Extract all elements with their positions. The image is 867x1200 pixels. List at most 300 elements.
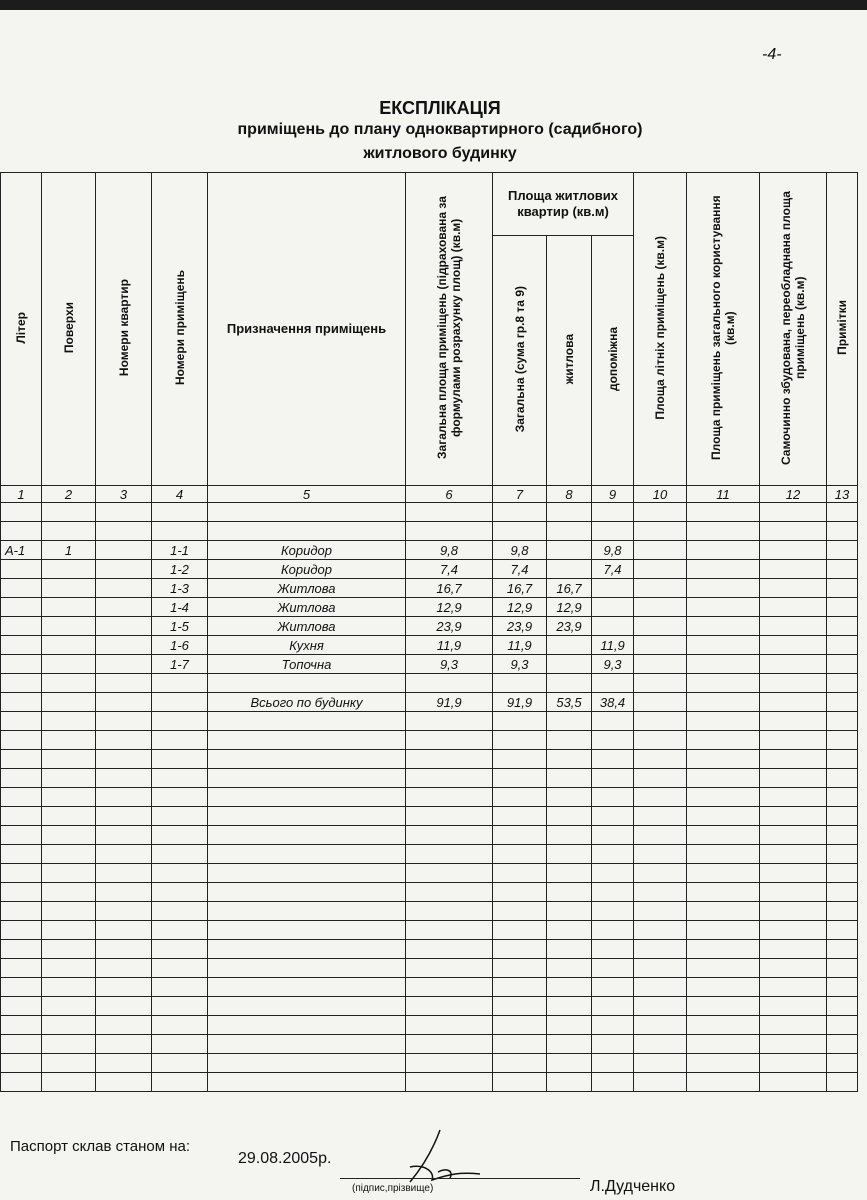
empty-cell xyxy=(592,522,634,541)
empty-cell xyxy=(1,959,42,978)
footer-date: 29.08.2005р. xyxy=(238,1150,332,1167)
empty-cell xyxy=(547,864,592,883)
empty-cell xyxy=(208,674,406,693)
empty-cell xyxy=(547,769,592,788)
empty-cell xyxy=(1,731,42,750)
header-summer-area: Площа літніх приміщень (кв.м) xyxy=(634,173,687,486)
empty-cell xyxy=(96,959,152,978)
empty-cell xyxy=(42,845,96,864)
empty-cell xyxy=(547,978,592,997)
empty-cell xyxy=(687,788,760,807)
empty-cell xyxy=(406,503,493,522)
empty-cell xyxy=(687,1054,760,1073)
empty-cell xyxy=(208,788,406,807)
empty-cell xyxy=(634,636,687,655)
cell-living-total: 9,8 xyxy=(493,541,547,560)
table-row xyxy=(1,598,858,617)
empty-cell xyxy=(634,503,687,522)
empty-cell xyxy=(547,826,592,845)
empty-cell xyxy=(96,712,152,731)
empty-cell xyxy=(152,826,208,845)
cell-floor xyxy=(42,579,96,598)
cell-living-total: 23,9 xyxy=(493,617,547,636)
cell-room-number: 1-7 xyxy=(152,655,208,674)
column-number: 8 xyxy=(547,486,592,503)
column-number: 6 xyxy=(406,486,493,503)
empty-cell xyxy=(760,769,827,788)
header-notes: Примітки xyxy=(827,173,858,486)
empty-cell xyxy=(687,826,760,845)
empty-row xyxy=(1,712,858,731)
cell-apartment xyxy=(96,541,152,560)
column-number: 12 xyxy=(760,486,827,503)
empty-cell xyxy=(493,883,547,902)
empty-cell xyxy=(1,788,42,807)
empty-cell xyxy=(208,902,406,921)
empty-cell xyxy=(687,769,760,788)
table-row xyxy=(1,560,858,579)
empty-cell xyxy=(634,560,687,579)
empty-cell xyxy=(406,1073,493,1092)
empty-cell xyxy=(634,845,687,864)
empty-cell xyxy=(96,1054,152,1073)
empty-cell xyxy=(406,522,493,541)
empty-cell xyxy=(406,883,493,902)
empty-cell xyxy=(1,503,42,522)
empty-cell xyxy=(1,826,42,845)
empty-cell xyxy=(493,997,547,1016)
cell-auxiliary xyxy=(592,579,634,598)
cell-purpose: Кухня xyxy=(208,636,406,655)
empty-cell xyxy=(96,807,152,826)
empty-cell xyxy=(827,845,858,864)
empty-cell xyxy=(152,503,208,522)
empty-cell xyxy=(827,940,858,959)
empty-cell xyxy=(760,997,827,1016)
cell-auxiliary xyxy=(592,617,634,636)
empty-cell xyxy=(634,541,687,560)
footer-label: Паспорт склав станом на: xyxy=(10,1138,191,1155)
empty-cell xyxy=(1,693,42,712)
empty-row xyxy=(1,940,858,959)
cell-apartment xyxy=(96,617,152,636)
empty-cell xyxy=(760,978,827,997)
empty-cell xyxy=(42,997,96,1016)
empty-cell xyxy=(406,1016,493,1035)
empty-cell xyxy=(760,940,827,959)
cell-liter xyxy=(1,598,42,617)
empty-row xyxy=(1,997,858,1016)
empty-cell xyxy=(1,807,42,826)
empty-row xyxy=(1,788,858,807)
empty-cell xyxy=(827,1016,858,1035)
empty-cell xyxy=(208,845,406,864)
empty-cell xyxy=(42,902,96,921)
empty-cell xyxy=(827,902,858,921)
empty-cell xyxy=(406,845,493,864)
empty-cell xyxy=(493,826,547,845)
empty-cell xyxy=(152,921,208,940)
column-number: 7 xyxy=(493,486,547,503)
empty-cell xyxy=(1,1035,42,1054)
header-common-area: Площа приміщень загального користування (кв.м) xyxy=(687,173,760,486)
empty-cell xyxy=(592,978,634,997)
empty-cell xyxy=(547,921,592,940)
cell-total-area: 9,8 xyxy=(406,541,493,560)
empty-cell xyxy=(152,845,208,864)
empty-cell xyxy=(493,807,547,826)
empty-cell xyxy=(687,598,760,617)
empty-cell xyxy=(634,864,687,883)
empty-cell xyxy=(760,617,827,636)
empty-cell xyxy=(406,674,493,693)
table-row xyxy=(1,655,858,674)
empty-cell xyxy=(592,503,634,522)
empty-cell xyxy=(208,769,406,788)
empty-cell xyxy=(634,750,687,769)
cell-liter: А-1 xyxy=(1,541,42,560)
empty-cell xyxy=(827,769,858,788)
empty-cell xyxy=(96,864,152,883)
cell-total-area: 9,3 xyxy=(406,655,493,674)
empty-cell xyxy=(760,845,827,864)
column-number: 10 xyxy=(634,486,687,503)
empty-cell xyxy=(96,1035,152,1054)
empty-row xyxy=(1,845,858,864)
empty-cell xyxy=(96,731,152,750)
cell-living xyxy=(547,655,592,674)
empty-cell xyxy=(1,674,42,693)
empty-row xyxy=(1,864,858,883)
empty-row xyxy=(1,522,858,541)
empty-cell xyxy=(827,655,858,674)
empty-cell xyxy=(1,940,42,959)
empty-cell xyxy=(760,902,827,921)
empty-cell xyxy=(827,731,858,750)
total-living: 53,5 xyxy=(547,693,592,712)
empty-cell xyxy=(687,503,760,522)
empty-cell xyxy=(152,1016,208,1035)
empty-cell xyxy=(592,674,634,693)
header-total-area: Загальна площа приміщень (підрахована за формулами розрахунку площ) (кв.м) xyxy=(406,173,493,486)
empty-cell xyxy=(96,940,152,959)
empty-cell xyxy=(634,921,687,940)
empty-cell xyxy=(827,598,858,617)
empty-cell xyxy=(493,940,547,959)
empty-cell xyxy=(634,997,687,1016)
empty-cell xyxy=(592,769,634,788)
empty-cell xyxy=(406,921,493,940)
empty-cell xyxy=(760,807,827,826)
header-unauthorized-area: Самочинно збудована, переобладнана площа приміщень (кв.м) xyxy=(760,173,827,486)
empty-cell xyxy=(42,921,96,940)
empty-cell xyxy=(760,788,827,807)
empty-cell xyxy=(827,712,858,731)
empty-cell xyxy=(827,997,858,1016)
empty-cell xyxy=(42,864,96,883)
empty-cell xyxy=(1,845,42,864)
empty-cell xyxy=(406,807,493,826)
empty-cell xyxy=(42,712,96,731)
empty-cell xyxy=(493,959,547,978)
empty-cell xyxy=(152,674,208,693)
cell-living xyxy=(547,636,592,655)
signer-name: Л.Дудченко xyxy=(590,1178,676,1195)
empty-cell xyxy=(592,731,634,750)
cell-floor xyxy=(42,636,96,655)
empty-cell xyxy=(827,560,858,579)
empty-cell xyxy=(42,788,96,807)
empty-row xyxy=(1,921,858,940)
empty-row xyxy=(1,959,858,978)
empty-cell xyxy=(493,750,547,769)
cell-room-number: 1-4 xyxy=(152,598,208,617)
empty-cell xyxy=(634,788,687,807)
empty-cell xyxy=(406,997,493,1016)
column-number: 5 xyxy=(208,486,406,503)
empty-cell xyxy=(493,788,547,807)
empty-cell xyxy=(687,560,760,579)
empty-cell xyxy=(687,883,760,902)
table-body xyxy=(1,503,858,1092)
empty-cell xyxy=(152,1054,208,1073)
empty-cell xyxy=(1,1073,42,1092)
header-living: житлова xyxy=(547,236,592,486)
empty-cell xyxy=(687,864,760,883)
empty-cell xyxy=(152,731,208,750)
cell-purpose: Житлова xyxy=(208,598,406,617)
cell-room-number: 1-2 xyxy=(152,560,208,579)
cell-apartment xyxy=(96,655,152,674)
total-row xyxy=(1,693,858,712)
empty-cell xyxy=(760,750,827,769)
empty-cell xyxy=(760,560,827,579)
table-row xyxy=(1,617,858,636)
empty-cell xyxy=(687,940,760,959)
empty-cell xyxy=(827,1054,858,1073)
column-number: 4 xyxy=(152,486,208,503)
document-subtitle-line1: приміщень до плану одноквартирного (садибного) xyxy=(237,121,643,138)
cell-floor: 1 xyxy=(42,541,96,560)
empty-cell xyxy=(42,1054,96,1073)
empty-cell xyxy=(592,1073,634,1092)
empty-cell xyxy=(547,845,592,864)
header-auxiliary: допоміжна xyxy=(592,236,634,486)
cell-floor xyxy=(42,560,96,579)
empty-cell xyxy=(592,807,634,826)
table-row xyxy=(1,636,858,655)
empty-cell xyxy=(547,750,592,769)
empty-cell xyxy=(493,769,547,788)
empty-cell xyxy=(42,1035,96,1054)
cell-liter xyxy=(1,655,42,674)
empty-cell xyxy=(687,845,760,864)
empty-cell xyxy=(592,1035,634,1054)
empty-cell xyxy=(634,655,687,674)
cell-floor xyxy=(42,598,96,617)
empty-cell xyxy=(152,712,208,731)
empty-cell xyxy=(42,503,96,522)
empty-cell xyxy=(208,826,406,845)
empty-cell xyxy=(1,864,42,883)
cell-living-total: 12,9 xyxy=(493,598,547,617)
empty-row xyxy=(1,826,858,845)
empty-cell xyxy=(406,1035,493,1054)
empty-cell xyxy=(42,959,96,978)
cell-living xyxy=(547,541,592,560)
empty-cell xyxy=(547,712,592,731)
empty-cell xyxy=(96,503,152,522)
empty-cell xyxy=(634,731,687,750)
empty-cell xyxy=(96,750,152,769)
total-living-total: 91,9 xyxy=(493,693,547,712)
cell-floor xyxy=(42,617,96,636)
cell-room-number: 1-3 xyxy=(152,579,208,598)
header-living-total: Загальна (сума гр.8 та 9) xyxy=(493,236,547,486)
empty-cell xyxy=(592,1054,634,1073)
empty-cell xyxy=(687,978,760,997)
empty-cell xyxy=(152,693,208,712)
empty-cell xyxy=(634,807,687,826)
empty-cell xyxy=(827,978,858,997)
empty-cell xyxy=(152,959,208,978)
empty-cell xyxy=(687,1016,760,1035)
empty-cell xyxy=(493,503,547,522)
empty-cell xyxy=(152,522,208,541)
empty-cell xyxy=(152,940,208,959)
empty-cell xyxy=(1,978,42,997)
empty-cell xyxy=(827,750,858,769)
cell-purpose: Топочна xyxy=(208,655,406,674)
empty-cell xyxy=(592,750,634,769)
empty-cell xyxy=(634,959,687,978)
empty-cell xyxy=(687,579,760,598)
empty-cell xyxy=(547,940,592,959)
empty-row xyxy=(1,769,858,788)
empty-row xyxy=(1,883,858,902)
empty-cell xyxy=(827,579,858,598)
cell-apartment xyxy=(96,598,152,617)
empty-cell xyxy=(42,826,96,845)
empty-cell xyxy=(687,522,760,541)
empty-cell xyxy=(687,636,760,655)
empty-cell xyxy=(493,1016,547,1035)
empty-cell xyxy=(634,978,687,997)
empty-cell xyxy=(592,845,634,864)
empty-cell xyxy=(827,959,858,978)
empty-cell xyxy=(406,731,493,750)
empty-cell xyxy=(42,769,96,788)
empty-cell xyxy=(760,655,827,674)
empty-cell xyxy=(687,712,760,731)
empty-cell xyxy=(493,1035,547,1054)
cell-liter xyxy=(1,636,42,655)
empty-row xyxy=(1,750,858,769)
empty-cell xyxy=(96,769,152,788)
empty-cell xyxy=(634,674,687,693)
empty-cell xyxy=(406,826,493,845)
column-number: 11 xyxy=(687,486,760,503)
empty-cell xyxy=(152,997,208,1016)
empty-cell xyxy=(208,1073,406,1092)
empty-cell xyxy=(493,1073,547,1092)
cell-room-number: 1-6 xyxy=(152,636,208,655)
empty-cell xyxy=(634,693,687,712)
empty-cell xyxy=(547,1016,592,1035)
empty-cell xyxy=(42,883,96,902)
empty-cell xyxy=(760,541,827,560)
empty-cell xyxy=(1,997,42,1016)
empty-cell xyxy=(152,1035,208,1054)
cell-living-total: 16,7 xyxy=(493,579,547,598)
column-number: 13 xyxy=(827,486,858,503)
empty-cell xyxy=(406,959,493,978)
empty-cell xyxy=(547,503,592,522)
empty-cell xyxy=(152,1073,208,1092)
header-liter: Літер xyxy=(1,173,42,486)
empty-cell xyxy=(687,750,760,769)
header-living-group: Площа житлових квартир (кв.м) xyxy=(493,173,634,236)
empty-cell xyxy=(406,978,493,997)
empty-cell xyxy=(96,997,152,1016)
empty-cell xyxy=(406,940,493,959)
cell-living: 12,9 xyxy=(547,598,592,617)
cell-purpose: Коридор xyxy=(208,541,406,560)
empty-cell xyxy=(208,940,406,959)
empty-cell xyxy=(96,522,152,541)
empty-cell xyxy=(760,1054,827,1073)
empty-cell xyxy=(827,826,858,845)
empty-cell xyxy=(760,1035,827,1054)
empty-cell xyxy=(827,674,858,693)
empty-cell xyxy=(760,712,827,731)
cell-apartment xyxy=(96,579,152,598)
empty-cell xyxy=(96,826,152,845)
empty-cell xyxy=(493,845,547,864)
empty-cell xyxy=(152,902,208,921)
empty-cell xyxy=(592,864,634,883)
table-row xyxy=(1,541,858,560)
empty-row xyxy=(1,1035,858,1054)
empty-cell xyxy=(208,503,406,522)
cell-total-area: 23,9 xyxy=(406,617,493,636)
empty-cell xyxy=(493,902,547,921)
column-number: 2 xyxy=(42,486,96,503)
empty-cell xyxy=(208,997,406,1016)
empty-cell xyxy=(1,522,42,541)
empty-cell xyxy=(1,883,42,902)
empty-cell xyxy=(634,826,687,845)
empty-cell xyxy=(1,902,42,921)
empty-cell xyxy=(760,1073,827,1092)
empty-row xyxy=(1,674,858,693)
empty-cell xyxy=(634,617,687,636)
empty-cell xyxy=(592,997,634,1016)
empty-row xyxy=(1,902,858,921)
empty-cell xyxy=(827,541,858,560)
document-subtitle-line2: житлового будинку xyxy=(363,145,517,162)
cell-liter xyxy=(1,560,42,579)
column-number: 3 xyxy=(96,486,152,503)
empty-cell xyxy=(760,959,827,978)
empty-row xyxy=(1,503,858,522)
empty-cell xyxy=(96,978,152,997)
document-title: ЕКСПЛІКАЦІЯ xyxy=(379,98,501,118)
empty-cell xyxy=(634,1054,687,1073)
cell-room-number: 1-5 xyxy=(152,617,208,636)
empty-cell xyxy=(592,788,634,807)
empty-cell xyxy=(687,807,760,826)
